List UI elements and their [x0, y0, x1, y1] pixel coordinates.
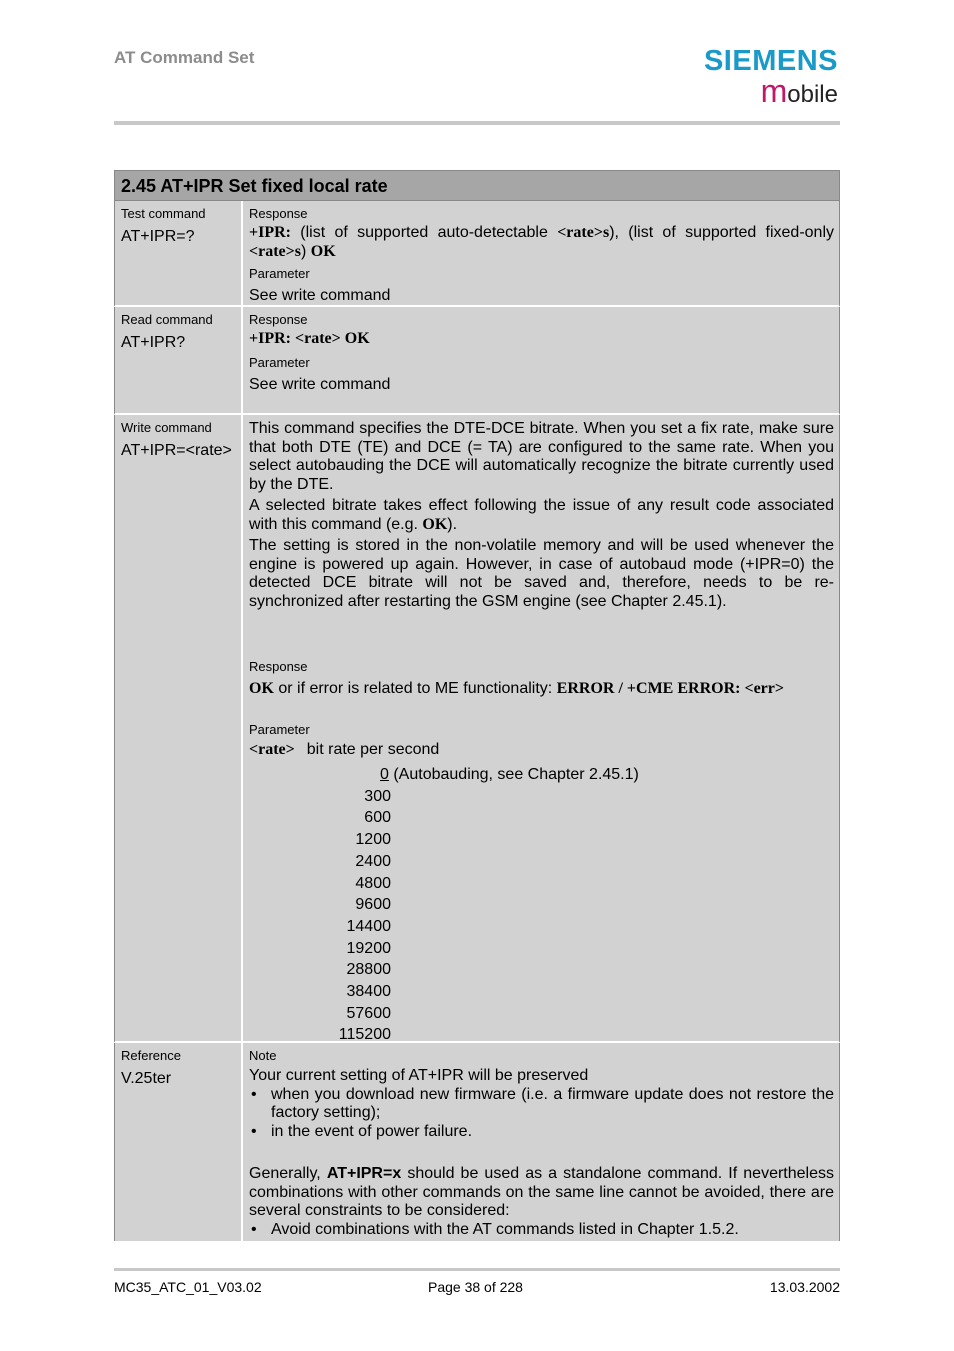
logo-obile: obile: [787, 81, 838, 108]
rate-values: [249, 786, 834, 1046]
rate-value-item: 19200: [346, 939, 391, 957]
write-description-cell: [243, 415, 839, 1048]
header-divider: [114, 121, 840, 125]
write-command-syntax: AT+IPR=<rate>: [121, 442, 232, 459]
rate-value-item: 1200: [355, 831, 391, 849]
write-paragraph-1: This command specifies the DTE-DCE bitrate. When you set a fix rate, make sure that both DTE (TE) and DCE (= TA) are configured to the same rate. When you select autobauding the DCE will automatically recognize the bitrate currently used by the DTE.: [249, 420, 834, 493]
document-header-title: AT Command Set: [114, 48, 255, 67]
rate-param-name: <rate>: [249, 740, 295, 758]
test-parameter-text: See write command: [249, 287, 391, 304]
write-resp-mid: or if error is related to ME functionality:: [273, 680, 557, 697]
write-paragraph-2: [249, 497, 834, 534]
p2-text-b: ).: [447, 515, 458, 533]
rate-value-item: 2400: [355, 852, 391, 870]
write-parameter-label: Parameter: [249, 721, 310, 737]
read-parameter-text: See write command: [249, 375, 391, 393]
read-response-cell: [243, 307, 839, 396]
note-para-bold: AT+IPR=x: [326, 1165, 402, 1182]
footer-date: 13.03.2002: [769, 1279, 840, 1295]
read-command-cell: [115, 307, 243, 413]
test-response-label: Response: [249, 206, 308, 221]
rate-parameter-line: [249, 741, 834, 760]
rate-0-default: 0: [380, 766, 389, 783]
read-command-syntax: AT+IPR?: [121, 334, 186, 351]
test-command-label: Test command: [121, 206, 206, 221]
read-command-label: Read command: [121, 312, 213, 327]
write-command-label: Write command: [121, 420, 212, 435]
resp-ok: OK: [310, 242, 336, 260]
p2-ok: OK: [422, 515, 448, 533]
p2-text-a: A selected bitrate takes effect following the issue of any result code associated with this command (e.g.: [249, 497, 834, 533]
resp-rate2: <rate>s: [249, 242, 301, 260]
rate-value-item: 600: [364, 809, 391, 827]
resp-text2: ), (list of supported fixed-only: [609, 224, 835, 241]
rate-value-item: 38400: [346, 983, 391, 1001]
reference-row: [114, 1043, 840, 1241]
rate-value-item: 115200: [338, 1026, 391, 1044]
rate-value-item: 9600: [355, 896, 391, 914]
logo-m-letter: m: [760, 73, 788, 109]
logo-siemens-text: SIEMENS: [703, 45, 838, 77]
read-response-label: Response: [249, 312, 308, 327]
rate-value-item: 4800: [355, 874, 391, 892]
footer-page-number: Page 38 of 228: [428, 1279, 523, 1295]
write-command-cell: [115, 415, 243, 1041]
reference-cell: [115, 1043, 243, 1241]
test-command-row: [114, 201, 840, 307]
write-response-label: Response: [249, 659, 308, 674]
note-bullet-3: • Avoid combinations with the AT commands listed in Chapter 1.5.2.: [249, 1221, 834, 1240]
logo-mobile-text: [692, 73, 838, 109]
section-title: 2.45 AT+IPR Set fixed local rate: [114, 170, 840, 201]
note-bullet-2: • in the event of power failure.: [249, 1123, 834, 1142]
read-parameter-label: Parameter: [249, 354, 310, 370]
rate-value-item: 14400: [346, 917, 391, 935]
note-line-1: Your current setting of AT+IPR will be preserved: [249, 1067, 589, 1084]
note-bullet-1: • when you download new firmware (i.e. a firmware update does not restore the factory setting);: [249, 1086, 834, 1123]
footer-divider: [114, 1268, 840, 1271]
rate-value-item: 300: [364, 787, 391, 805]
note-paragraph: [249, 1165, 834, 1221]
note-cell: [243, 1043, 839, 1241]
read-response-text: +IPR: <rate> OK: [249, 330, 370, 347]
footer-doc-id: MC35_ATC_01_V03.02: [114, 1279, 262, 1295]
siemens-mobile-logo: [692, 46, 838, 108]
write-resp-ok: OK: [249, 680, 274, 697]
note-para-a: Generally,: [249, 1165, 327, 1182]
write-command-row: [114, 415, 840, 1043]
note-para-b: should be used as a standalone command. If nevertheless combinations with other commands on the same line cannot be avoided, there are several constraints to be considered:: [249, 1165, 834, 1219]
write-response-text: [249, 680, 834, 699]
rate-values-list: [249, 764, 834, 1046]
test-command-syntax: AT+IPR=?: [121, 228, 195, 245]
write-resp-err: ERROR / +CME ERROR: <err>: [556, 680, 784, 697]
write-paragraph-3: The setting is stored in the non-volatile memory and will be used whenever the engine is powered up again. However, in case of autobaud mode (+IPR=0) the detected DCE bitrate will not be saved and, therefore, needs to be re-synchronized after restarting the GSM engine (see Chapter 2.45.1).: [249, 537, 834, 610]
rate-0-desc: (Autobauding, see Chapter 2.45.1): [388, 766, 639, 783]
rate-value-item: 57600: [346, 1004, 391, 1022]
resp-rate1: <rate>s: [557, 224, 610, 241]
test-parameter-label: Parameter: [249, 266, 310, 281]
test-response-cell: [243, 201, 839, 308]
command-table: [114, 170, 840, 1241]
resp-text3: ): [301, 242, 311, 260]
rate-param-desc: bit rate per second: [306, 740, 440, 758]
resp-text1: (list of supported auto-detectable: [291, 224, 558, 241]
test-command-cell: [115, 201, 243, 305]
note-label: Note: [249, 1048, 277, 1063]
rate-value-item: 28800: [346, 961, 391, 979]
reference-label: Reference: [121, 1048, 181, 1063]
rate-value-0: [249, 764, 834, 786]
read-command-row: [114, 307, 840, 415]
resp-prefix: +IPR:: [249, 224, 291, 241]
test-response-text: [249, 224, 834, 261]
reference-value: V.25ter: [121, 1070, 172, 1087]
